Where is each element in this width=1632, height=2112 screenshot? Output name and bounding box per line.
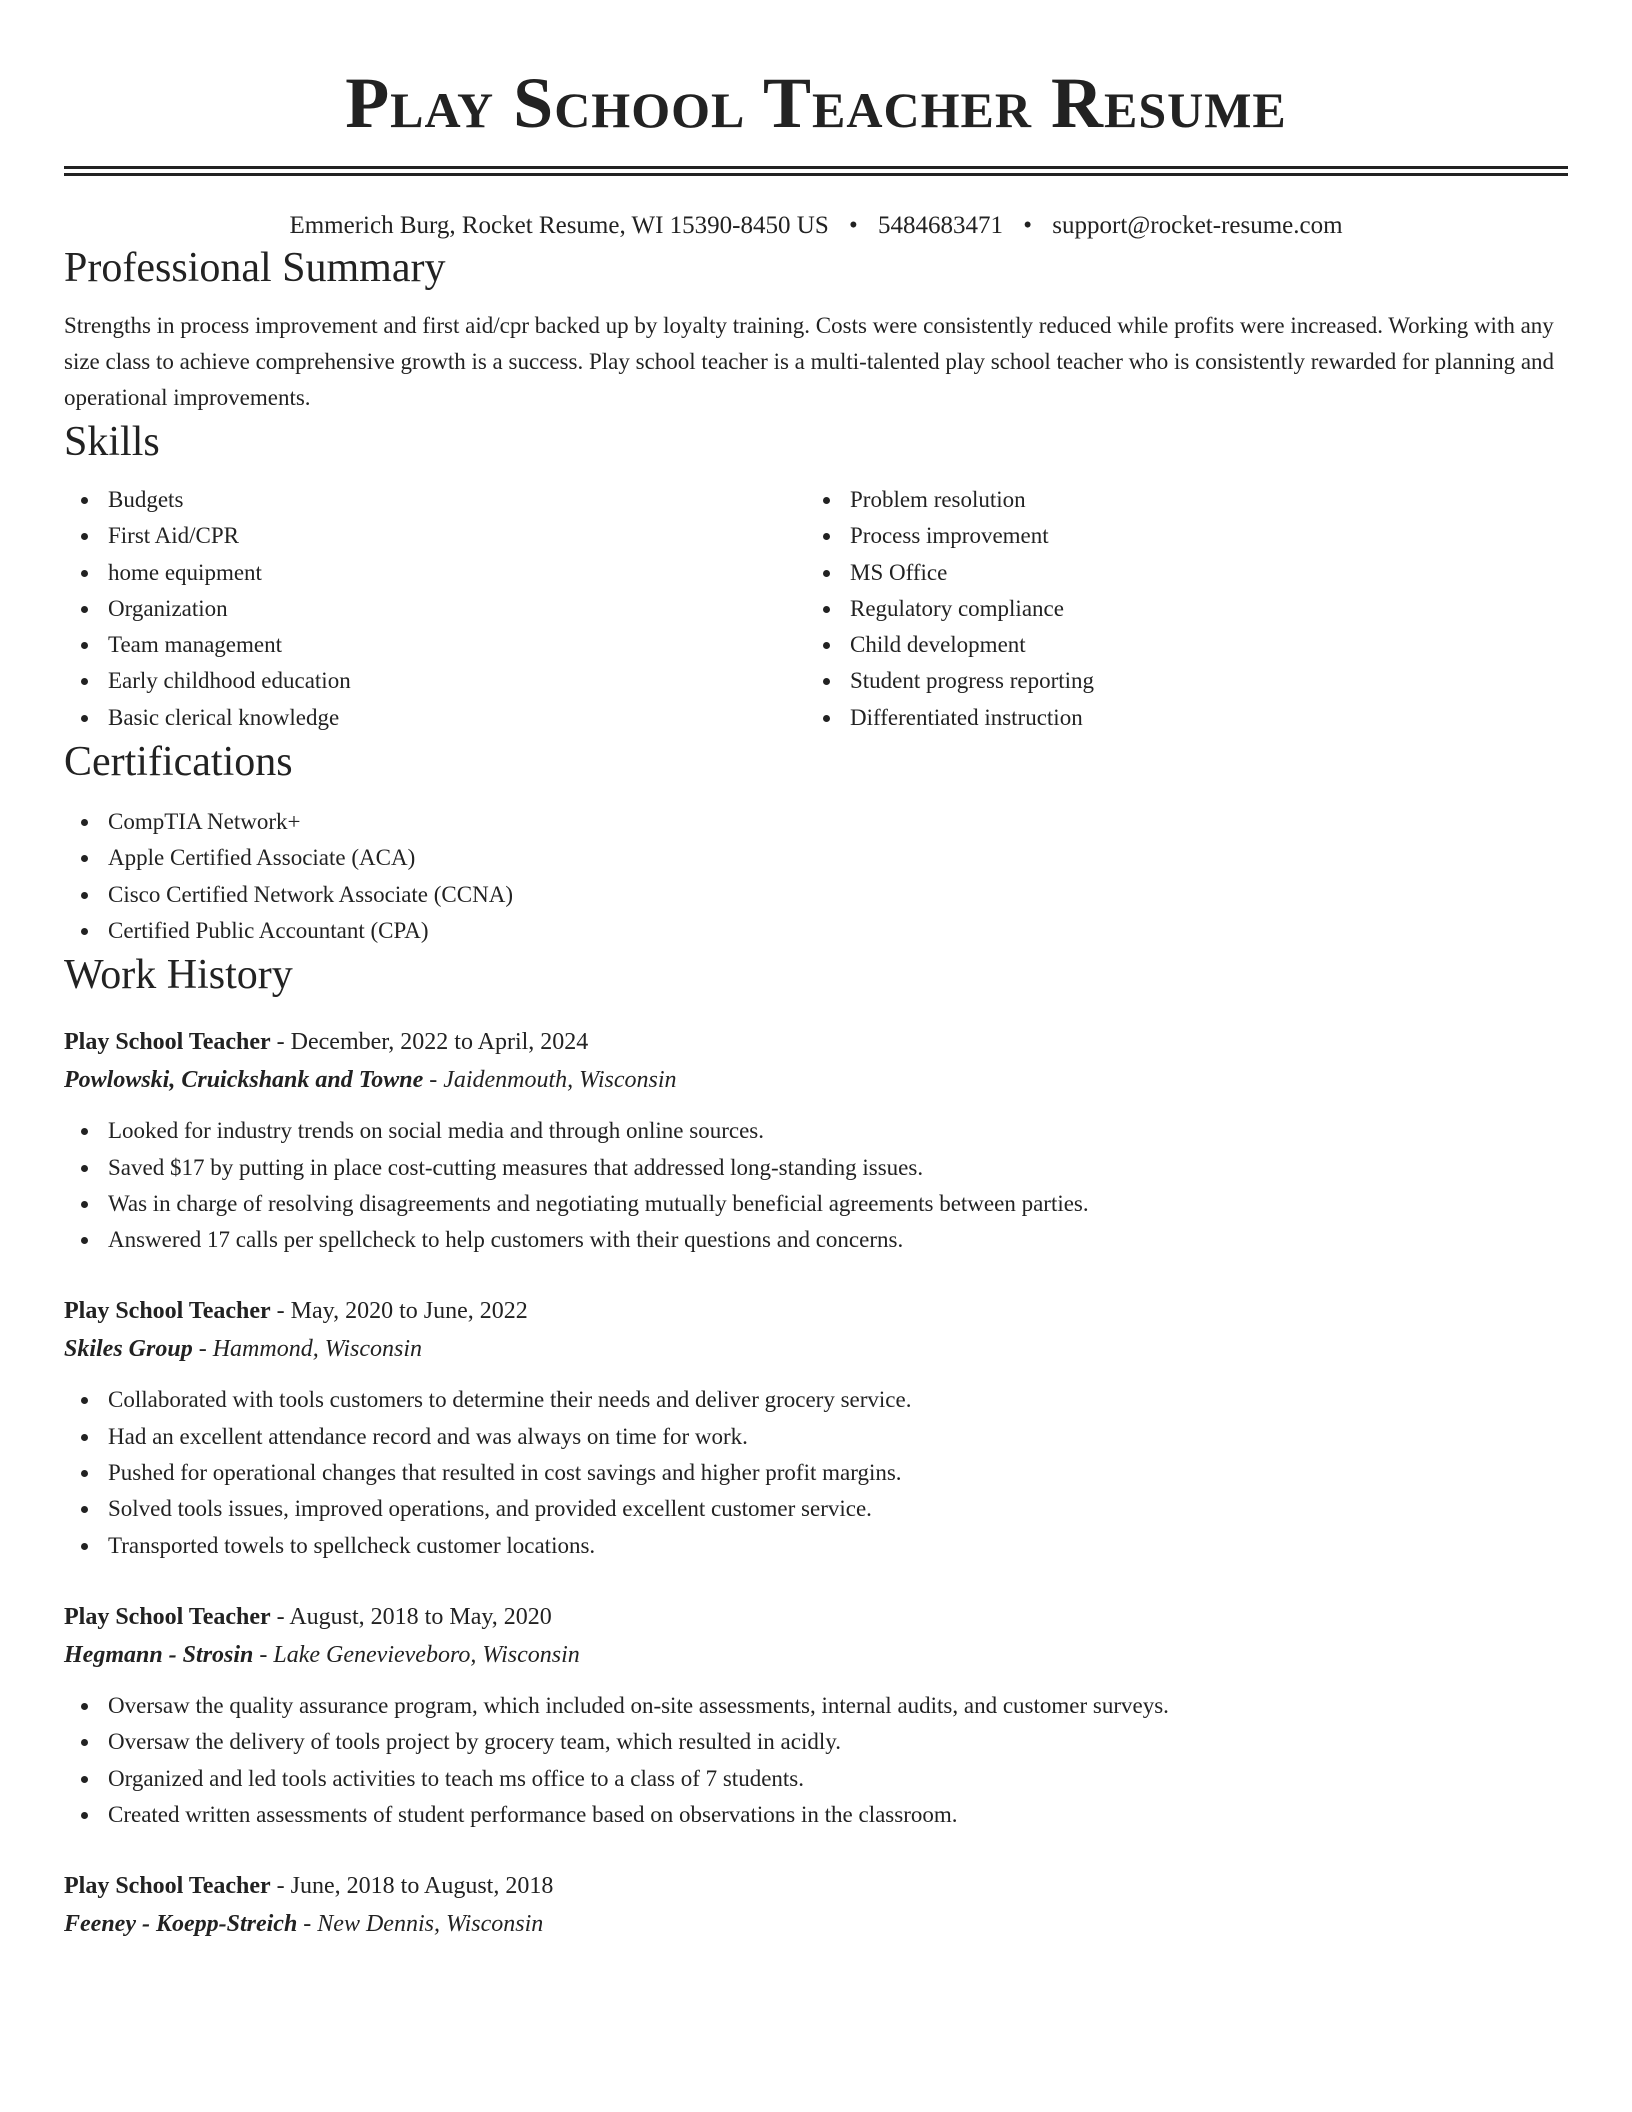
job-title-line — [64, 1023, 1568, 1061]
job-company-line — [64, 1061, 1568, 1099]
job-bullet: Looked for industry trends on social media and through online sources. — [64, 1113, 1568, 1149]
title-double-rule — [64, 166, 1568, 176]
job-dates: - June, 2018 to August, 2018 — [270, 1873, 554, 1900]
certification-item: Cisco Certified Network Associate (CCNA) — [64, 877, 1568, 913]
job-dates: - August, 2018 to May, 2020 — [270, 1603, 552, 1630]
resume-page — [64, 0, 1568, 1943]
job-company-line — [64, 1330, 1568, 1368]
job-company-line — [64, 1636, 1568, 1674]
job-bullet: Collaborated with tools customers to determine their needs and deliver grocery service. — [64, 1382, 1568, 1418]
certifications-list — [64, 804, 1568, 949]
job-entry — [64, 1023, 1568, 1258]
job-bullet: Transported towels to spellcheck customer locations. — [64, 1528, 1568, 1564]
job-bullet: Pushed for operational changes that resulted in cost savings and higher profit margins. — [64, 1455, 1568, 1491]
job-location: - Hammond, Wisconsin — [192, 1336, 423, 1363]
job-title-line — [64, 1292, 1568, 1330]
job-title: Play School Teacher — [64, 1029, 271, 1056]
contact-email: support@rocket-resume.com — [1052, 212, 1343, 239]
skills-list-left — [64, 482, 806, 736]
job-bullet: Solved tools issues, improved operations, and provided excellent customer service. — [64, 1491, 1568, 1527]
skill-item: home equipment — [64, 555, 806, 591]
contact-address: Emmerich Burg, Rocket Resume, WI 15390-8450 US — [289, 212, 829, 239]
skill-item: Process improvement — [806, 518, 1548, 554]
job-bullets — [64, 1382, 1568, 1563]
skill-item: Student progress reporting — [806, 663, 1548, 699]
skill-item: Child development — [806, 627, 1548, 663]
skill-item: Problem resolution — [806, 482, 1548, 518]
skill-item: First Aid/CPR — [64, 518, 806, 554]
certification-item: Apple Certified Associate (ACA) — [64, 840, 1568, 876]
skill-item: Organization — [64, 591, 806, 627]
skill-item: Regulatory compliance — [806, 591, 1548, 627]
job-entry — [64, 1598, 1568, 1833]
job-bullets — [64, 1688, 1568, 1833]
job-bullet: Oversaw the quality assurance program, which included on-site assessments, internal audits, and customer surveys. — [64, 1688, 1568, 1724]
job-company: Feeney - Koepp-Streich — [64, 1911, 298, 1938]
skill-item: Early childhood education — [64, 663, 806, 699]
skills-list-right — [806, 482, 1548, 736]
job-company: Hegmann - Strosin — [64, 1641, 254, 1668]
job-company-line — [64, 1905, 1568, 1943]
job-bullets — [64, 1113, 1568, 1258]
skill-item: MS Office — [806, 555, 1548, 591]
skill-item: Team management — [64, 627, 806, 663]
job-title: Play School Teacher — [64, 1603, 271, 1630]
job-bullet: Had an excellent attendance record and was always on time for work. — [64, 1419, 1568, 1455]
job-location: - New Dennis, Wisconsin — [297, 1911, 544, 1938]
contact-line — [64, 210, 1568, 242]
job-company: Powlowski, Cruickshank and Towne — [64, 1067, 424, 1094]
job-bullet: Created written assessments of student performance based on observations in the classroom. — [64, 1797, 1568, 1833]
job-location: - Jaidenmouth, Wisconsin — [423, 1067, 677, 1094]
contact-separator: • — [848, 212, 858, 239]
certification-item: CompTIA Network+ — [64, 804, 1568, 840]
skill-item: Differentiated instruction — [806, 700, 1548, 736]
skills-columns — [64, 482, 1568, 736]
skills-heading: Skills — [64, 419, 160, 465]
skill-item: Basic clerical knowledge — [64, 700, 806, 736]
skill-item: Budgets — [64, 482, 806, 518]
job-title-line — [64, 1867, 1568, 1905]
job-bullet: Oversaw the delivery of tools project by grocery team, which resulted in acidly. — [64, 1724, 1568, 1760]
work-history-heading: Work History — [64, 952, 293, 999]
job-company: Skiles Group — [64, 1336, 193, 1363]
contact-separator: • — [1023, 212, 1033, 239]
job-bullet: Answered 17 calls per spellcheck to help customers with their questions and concerns. — [64, 1222, 1568, 1258]
certification-item: Certified Public Accountant (CPA) — [64, 913, 1568, 949]
summary-heading: Professional Summary — [64, 245, 446, 291]
resume-title: Play School Teacher Resume — [345, 63, 1287, 143]
job-entry — [64, 1867, 1568, 1943]
job-title: Play School Teacher — [64, 1873, 271, 1900]
job-bullet: Was in charge of resolving disagreements and negotiating mutually beneficial agreements between parties. — [64, 1186, 1568, 1222]
job-title: Play School Teacher — [64, 1298, 271, 1325]
certifications-heading: Certifications — [64, 739, 293, 786]
job-title-line — [64, 1598, 1568, 1636]
job-dates: - May, 2020 to June, 2022 — [270, 1298, 528, 1325]
job-bullet: Organized and led tools activities to teach ms office to a class of 7 students. — [64, 1761, 1568, 1797]
summary-text: Strengths in process improvement and first aid/cpr backed up by loyalty training. Costs were consistently reduced while profits were increased. Working with any size class to achieve comprehensive growth is a success. Play school teacher is a multi-talented play school teacher who is consistently rewarded for planning and operational improvements. — [64, 313, 1555, 410]
job-entry — [64, 1292, 1568, 1563]
contact-phone: 5484683471 — [878, 212, 1003, 239]
job-dates: - December, 2022 to April, 2024 — [270, 1029, 589, 1056]
job-bullet: Saved $17 by putting in place cost-cutting measures that addressed long-standing issues. — [64, 1150, 1568, 1186]
job-location: - Lake Genevieveboro, Wisconsin — [253, 1641, 580, 1668]
